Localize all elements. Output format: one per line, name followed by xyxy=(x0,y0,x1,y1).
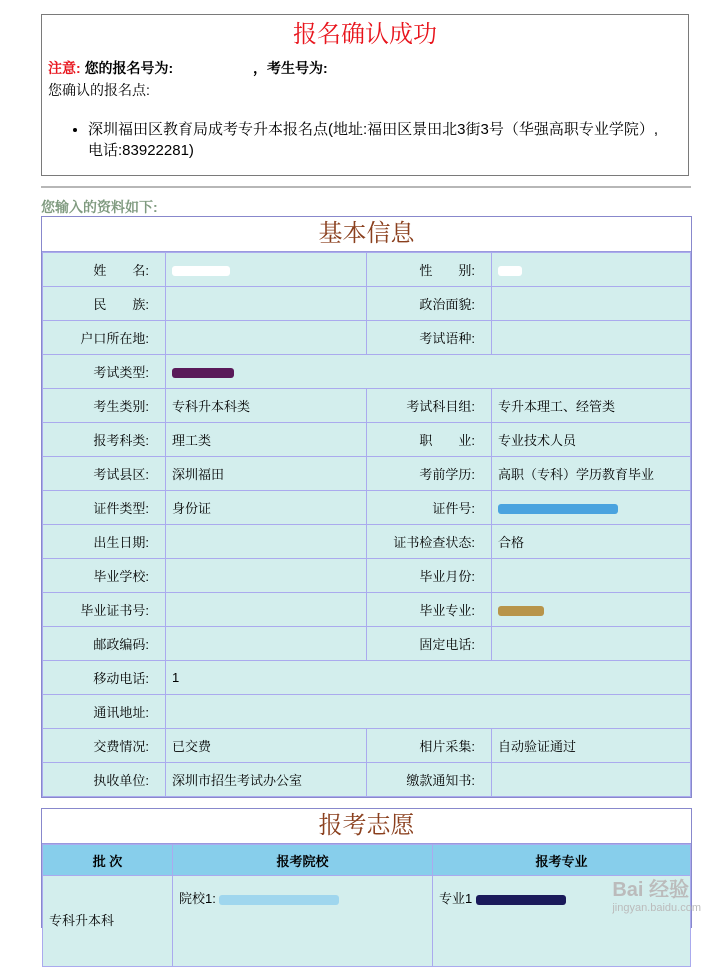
school-label: 院校1: xyxy=(179,891,216,906)
info-row xyxy=(43,627,691,661)
field-label: 出生日期: xyxy=(43,525,166,559)
redaction-mark xyxy=(498,606,544,616)
field-label: 缴款通知书: xyxy=(367,763,492,797)
field-label: 交费情况: xyxy=(43,729,166,763)
field-label: 相片采集: xyxy=(367,729,492,763)
field-value xyxy=(166,525,367,559)
field-value xyxy=(166,253,367,287)
school-header: 报考院校 xyxy=(173,845,433,876)
field-label: 考试语种: xyxy=(367,321,492,355)
field-value xyxy=(492,287,691,321)
volunteer-section xyxy=(41,808,692,928)
field-value-text: 专科升本科类 xyxy=(172,399,251,414)
info-row xyxy=(43,593,691,627)
field-label: 移动电话: xyxy=(43,661,166,695)
field-value xyxy=(492,593,691,627)
info-row xyxy=(43,729,691,763)
field-label: 固定电话: xyxy=(367,627,492,661)
field-label: 户口所在地: xyxy=(43,321,166,355)
field-value xyxy=(166,695,691,729)
field-value xyxy=(492,763,691,797)
confirmation-panel xyxy=(41,14,689,176)
info-row xyxy=(43,287,691,321)
field-label: 毕业学校: xyxy=(43,559,166,593)
field-label: 毕业专业: xyxy=(367,593,492,627)
field-value-text: 已交费 xyxy=(172,739,212,754)
field-value xyxy=(166,423,367,457)
field-label: 考试类型: xyxy=(43,355,166,389)
info-row xyxy=(43,525,691,559)
field-label: 民 族: xyxy=(43,287,166,321)
major-label: 专业1 xyxy=(439,891,473,906)
volunteer-table xyxy=(42,844,691,967)
field-value-text: 专升本理工、经管类 xyxy=(498,399,616,414)
redaction-mark xyxy=(172,266,230,276)
field-label: 证件类型: xyxy=(43,491,166,525)
info-row xyxy=(43,321,691,355)
registration-number-label: 您的报名号为: xyxy=(84,60,174,76)
field-value xyxy=(492,491,691,525)
field-value xyxy=(492,627,691,661)
field-label: 考试科目组: xyxy=(367,389,492,423)
field-label: 邮政编码: xyxy=(43,627,166,661)
info-row xyxy=(43,457,691,491)
info-row xyxy=(43,763,691,797)
field-label: 证件号: xyxy=(367,491,492,525)
confirmation-title: 报名确认成功 xyxy=(293,21,437,48)
field-value-text: 合格 xyxy=(498,535,525,550)
field-value xyxy=(166,593,367,627)
info-row xyxy=(43,695,691,729)
field-value-text: 理工类 xyxy=(172,433,212,448)
field-value xyxy=(166,355,691,389)
field-value xyxy=(166,559,367,593)
info-row xyxy=(43,491,691,525)
divider xyxy=(41,186,691,188)
field-value xyxy=(166,491,367,525)
registration-point-item: • 深圳福田区教育局成考专升本报名点(地址:福田区景田北3街3号（华强高职专业学院）,电话:83922281) xyxy=(88,119,682,161)
field-label: 考试县区: xyxy=(43,457,166,491)
watermark-text: Bai 经验 xyxy=(612,879,690,901)
field-value xyxy=(166,763,367,797)
field-label: 职 业: xyxy=(367,423,492,457)
field-label: 毕业月份: xyxy=(367,559,492,593)
field-label: 通讯地址: xyxy=(43,695,166,729)
field-value xyxy=(492,559,691,593)
field-value xyxy=(166,287,367,321)
info-row xyxy=(43,389,691,423)
info-row xyxy=(43,661,691,695)
field-label: 考前学历: xyxy=(367,457,492,491)
field-value xyxy=(492,321,691,355)
field-label: 证书检查状态: xyxy=(367,525,492,559)
school-cell xyxy=(173,876,433,967)
field-label: 考生类别: xyxy=(43,389,166,423)
batch-cell: 专科升本科 xyxy=(43,876,173,967)
field-label: 报考科类: xyxy=(43,423,166,457)
notice-label: 注意: xyxy=(48,60,81,76)
major-header: 报考专业 xyxy=(433,845,691,876)
field-value-text: 深圳福田 xyxy=(172,467,225,482)
batch-header: 批 次 xyxy=(43,845,173,876)
field-value-text: 身份证 xyxy=(172,501,212,516)
info-row xyxy=(43,559,691,593)
watermark-sub: jingyan.baidu.com xyxy=(612,902,701,914)
field-label: 姓 名: xyxy=(43,253,166,287)
field-value xyxy=(166,389,367,423)
redaction-mark xyxy=(498,504,618,514)
field-label: 政治面貌: xyxy=(367,287,492,321)
input-data-heading: 您输入的资料如下: xyxy=(41,199,158,215)
basic-info-title: 基本信息 xyxy=(42,217,691,252)
field-value xyxy=(492,253,691,287)
exam-number-label: ，考生号为: xyxy=(253,60,328,76)
field-label: 执收单位: xyxy=(43,763,166,797)
field-value xyxy=(492,525,691,559)
registration-point-label: 您确认的报名点: xyxy=(48,82,150,98)
field-value xyxy=(492,423,691,457)
baidu-watermark xyxy=(612,873,701,914)
redaction-mark xyxy=(498,266,522,276)
field-value-text: 高职（专科）学历教育毕业 xyxy=(498,467,655,482)
field-value-text: 深圳市招生考试办公室 xyxy=(172,773,303,788)
redaction-mark xyxy=(172,368,234,378)
school-redaction xyxy=(219,895,339,905)
basic-info-section xyxy=(41,216,692,798)
field-value xyxy=(166,321,367,355)
registration-number-line xyxy=(48,58,682,78)
field-value xyxy=(166,729,367,763)
field-value xyxy=(166,457,367,491)
info-row xyxy=(43,423,691,457)
field-value-text: 专业技术人员 xyxy=(498,433,577,448)
field-value xyxy=(492,389,691,423)
field-value-text: 1 xyxy=(172,670,180,685)
volunteer-title: 报考志愿 xyxy=(42,809,691,844)
registration-point-list xyxy=(48,119,682,161)
field-label: 性 别: xyxy=(367,253,492,287)
field-value xyxy=(166,627,367,661)
field-value xyxy=(492,729,691,763)
field-value xyxy=(166,661,691,695)
info-row xyxy=(43,253,691,287)
field-value xyxy=(492,457,691,491)
major-redaction xyxy=(476,895,566,905)
basic-info-table xyxy=(42,252,691,797)
field-label: 毕业证书号: xyxy=(43,593,166,627)
info-row xyxy=(43,355,691,389)
field-value-text: 自动验证通过 xyxy=(498,739,577,754)
